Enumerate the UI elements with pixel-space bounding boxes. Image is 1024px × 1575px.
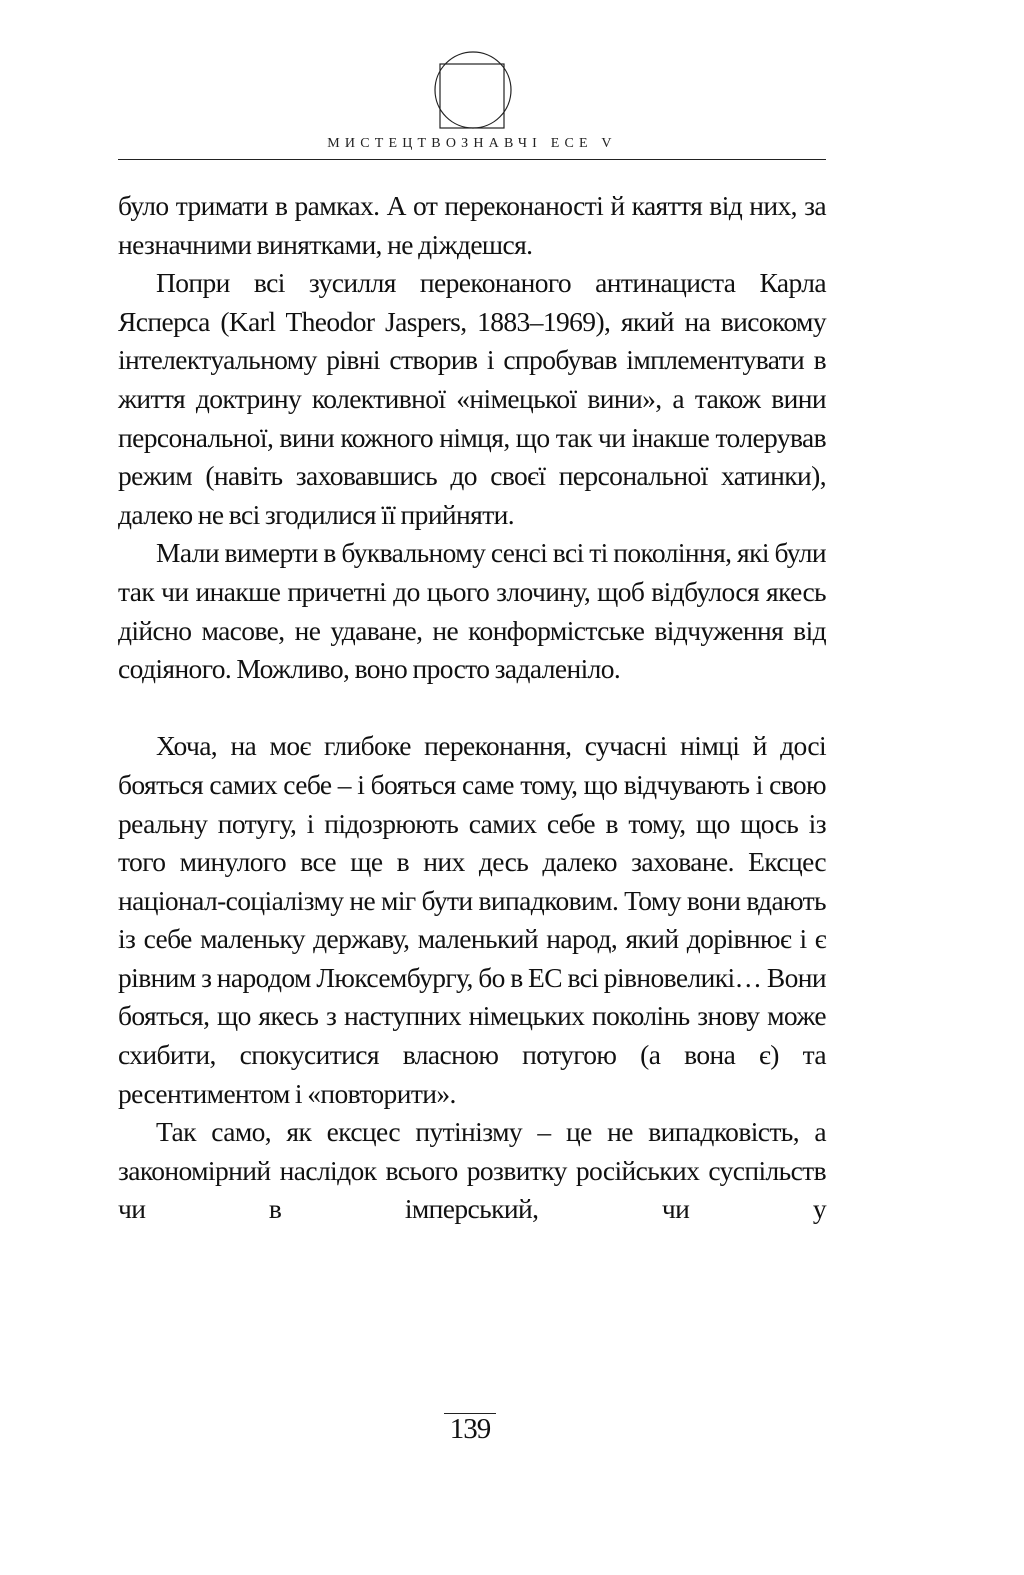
running-title: МИСТЕЦТВОЗНАВЧІ ЕСЕ V	[327, 136, 617, 151]
paragraph: Мали вимерти в буквальному сенсі всі ті покоління, які були так чи инакше причетні до цього злочину, щоб відбулося якесь дійсно масове, не удаване, не конформістське відчуження від содіяного. Можливо, воно просто задаленіло.	[118, 537, 826, 685]
circle-square-emblem-icon	[433, 50, 513, 130]
paragraph: Попри всі зусилля переконаного антинациста Карла Ясперса (Karl Theodor Jaspers, 1883–1969), який на високому інтелектуальному рівні створив і спробував імплементувати в життя доктрину колективної «німецької вини», а також вини персональної, вини кожного німця, що так чи інакше толерував режим (навіть заховавшись до своєї персональної хатинки), далеко не всі згодилися її прийняти.	[118, 267, 826, 530]
paragraph: було тримати в рамках. А от переконаності й каяття від них, за незначними винятками, не діждешся.	[118, 190, 826, 260]
body-text	[118, 187, 826, 1229]
paragraph: Так само, як ексцес путінізму – це не випадковість, а закономірний наслідок всього розвитку російських суспільств чи в імперський, чи у	[118, 1116, 826, 1225]
header-rule	[118, 159, 826, 160]
paragraph: Хоча, на моє глибоке переконання, сучасні німці й досі бояться самих себе – і бояться саме тому, що відчувають і свою реальну потугу, і підозрюють самих себе в тому, що щось із того минулого все ще в них десь далеко заховане. Ексцес націонал-соціалізму не міг бути випадковим. Тому вони вдають із себе маленьку державу, маленький народ, який дорівнює і є рівним з народом Люксембургу, бо в ЕС всі рівновеликі… Вони бояться, що якесь з наступних німецьких поколінь знову може схибити, спокуситися власною потугою (а вона є) та ресентиментом і «повторити».	[118, 730, 826, 1109]
section-break	[118, 689, 826, 728]
page-number: 139	[444, 1413, 496, 1444]
